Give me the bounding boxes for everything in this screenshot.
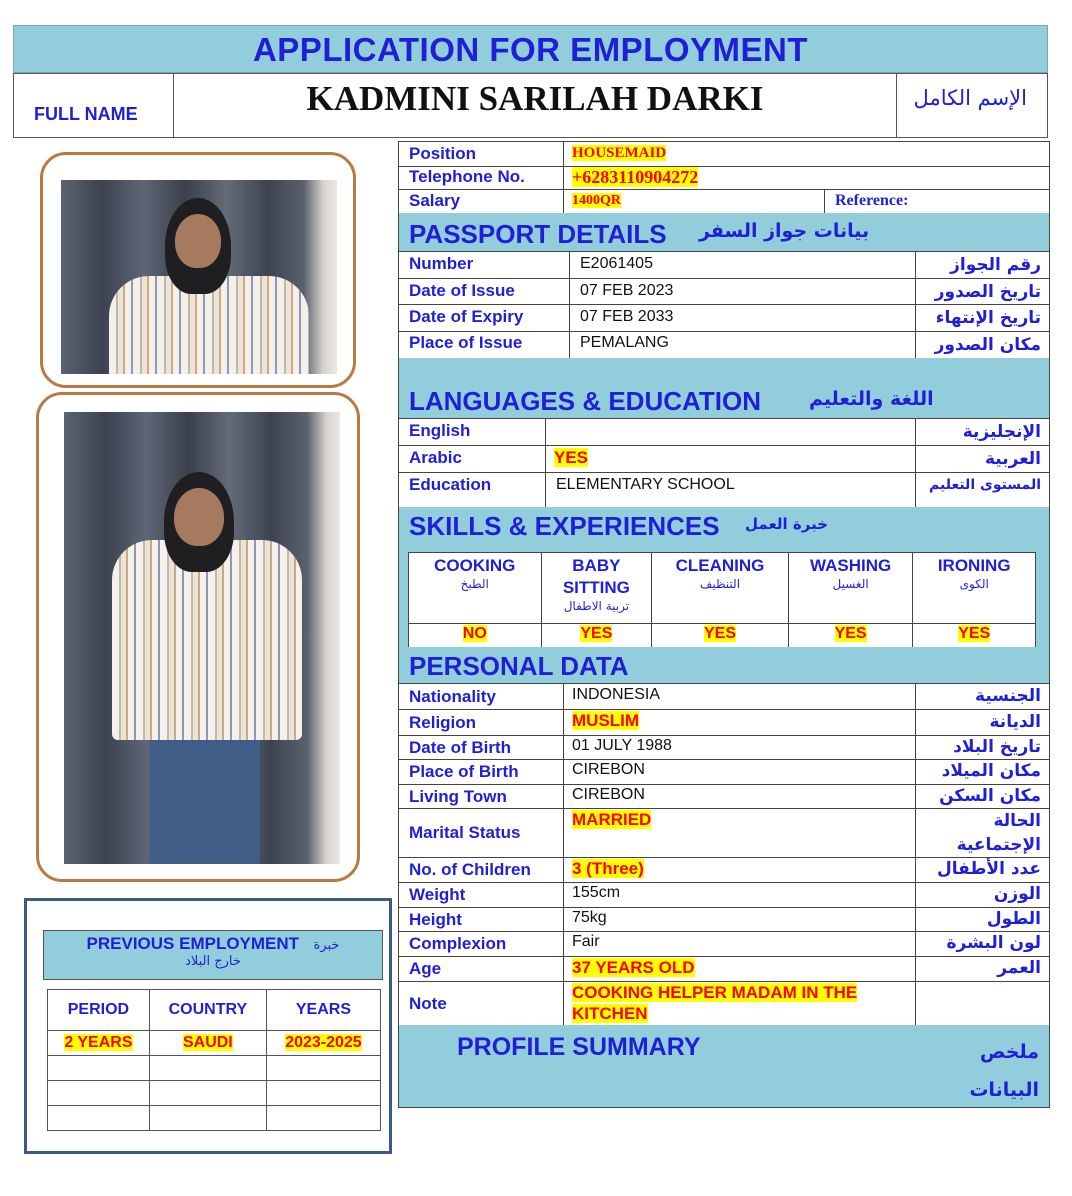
language-row: [398, 445, 1050, 473]
skills-title-ar: خبرة العمل: [745, 515, 829, 533]
previous-employment-box: [24, 898, 392, 1154]
note-label: Note: [409, 994, 447, 1013]
personal-row: [398, 981, 1050, 1026]
personal-section-header: [398, 647, 1050, 684]
previous-employment-title-ar-2: خارج البلاد: [185, 954, 241, 969]
children-label: No. of Children: [409, 860, 531, 879]
children-value-cell: [563, 857, 915, 882]
column-header-years: YEARS: [266, 990, 380, 1031]
passport-row: [398, 251, 1050, 279]
english-label-ar: الإنجليزية: [915, 418, 1049, 445]
marital-status-label-ar: الحالة الإجتماعية: [915, 808, 1049, 857]
skills-value-row: [409, 624, 1036, 648]
table-row-empty: [48, 1106, 381, 1131]
skill-washing-label: WASHING: [809, 556, 892, 575]
height-label: Height: [409, 910, 462, 929]
full-name-row: [13, 73, 1048, 138]
table-row-empty: [48, 1081, 381, 1106]
personal-row: [398, 759, 1050, 785]
passport-expiry-date-value: 07 FEB 2033: [569, 304, 915, 331]
passport-row: [398, 278, 1050, 305]
title-band: [13, 25, 1048, 73]
skill-cleaning-value: YES: [703, 625, 736, 642]
column-header-period: PERIOD: [48, 990, 150, 1031]
passport-issue-date-label-ar: تاريخ الصدور: [915, 278, 1049, 304]
period-value: 2 YEARS: [64, 1034, 133, 1051]
arabic-label: Arabic: [409, 448, 462, 467]
skill-babysitting-header: [541, 553, 652, 624]
passport-expiry-date-label: Date of Expiry: [409, 307, 524, 326]
photo-face: [175, 214, 221, 268]
age-value-cell: [563, 956, 915, 981]
religion-label: Religion: [409, 713, 477, 732]
passport-place-label: Place of Issue: [409, 333, 523, 352]
skill-cooking-value: NO: [462, 625, 487, 642]
passport-number-label-ar: رقم الجواز: [915, 251, 1049, 278]
birth-place-value: CIREBON: [563, 759, 915, 784]
education-label: Education: [409, 475, 492, 494]
note-value-cell: [563, 981, 915, 1025]
passport-number-value: E2061405: [569, 251, 915, 278]
skill-cleaning-label: CLEANING: [675, 556, 765, 575]
reference-label: Reference:: [835, 192, 909, 209]
telephone-label: Telephone No.: [409, 167, 525, 186]
age-label-ar: العمر: [915, 956, 1049, 981]
salary-value-cell: [563, 189, 825, 213]
previous-employment-title: PREVIOUS EMPLOYMENT: [86, 934, 300, 953]
height-label-ar: الطول: [915, 907, 1049, 931]
personal-row: [398, 735, 1050, 760]
arabic-value: YES: [554, 448, 589, 467]
skills-header-row: [409, 553, 1036, 624]
personal-row: [398, 784, 1050, 809]
skills-table: [408, 552, 1036, 648]
full-name-label: FULL NAME: [34, 104, 138, 124]
salary-row: [398, 189, 1050, 214]
passport-section-header: [398, 213, 1050, 252]
salary-label: Salary: [409, 191, 461, 210]
complexion-label-ar: لون البشرة: [915, 931, 1049, 956]
personal-row: [398, 931, 1050, 957]
living-town-label-ar: مكان السكن: [915, 784, 1049, 808]
column-header-country: COUNTRY: [149, 990, 266, 1031]
birth-date-label-ar: تاريخ البلاد: [915, 735, 1049, 759]
nationality-value: INDONESIA: [563, 683, 915, 709]
age-label: Age: [409, 959, 442, 978]
complexion-label: Complexion: [409, 934, 507, 953]
skill-cleaning-value-cell: [652, 624, 789, 648]
position-row: [398, 141, 1050, 167]
period-cell: [48, 1031, 150, 1056]
skill-babysitting-value: YES: [580, 625, 613, 642]
profile-summary-title-ar: ملخص البيانات: [969, 1041, 1039, 1101]
nationality-label-ar: الجنسية: [915, 683, 1049, 709]
skill-ironing-value: YES: [958, 625, 991, 642]
skill-ironing-value-cell: [913, 624, 1036, 648]
country-cell: [149, 1031, 266, 1056]
table-header-row: [48, 990, 381, 1031]
english-value: [545, 418, 915, 445]
skill-cleaning-header: [652, 553, 789, 624]
table-row: [48, 1031, 381, 1056]
telephone-value: +6283110904272: [572, 167, 699, 187]
age-value: 37 YEARS OLD: [572, 958, 695, 977]
full-name-value: KADMINI SARILAH DARKI: [174, 74, 897, 137]
skills-title: SKILLS & EXPERIENCES: [409, 511, 720, 541]
telephone-row: [398, 165, 1050, 190]
skill-ironing-label: IRONING: [937, 556, 1011, 575]
profile-summary-title: PROFILE SUMMARY: [457, 1033, 701, 1061]
skill-cooking-label-ar: الطبخ: [460, 577, 489, 591]
language-row: [398, 418, 1050, 446]
note-value: COOKING HELPER MADAM IN THE KITCHEN: [572, 983, 858, 1023]
religion-value: MUSLIM: [572, 711, 640, 730]
years-value: 2023-2025: [285, 1034, 362, 1051]
arabic-value-cell: [545, 445, 915, 472]
weight-label-ar: الوزن: [915, 882, 1049, 907]
previous-employment-title-ar-1: خبرة: [313, 938, 340, 953]
personal-row: [398, 882, 1050, 908]
full-name-label-ar: الإسم الكامل: [913, 86, 1027, 110]
marital-status-value: MARRIED: [572, 810, 652, 829]
skill-washing-header: [788, 553, 913, 624]
children-value: 3 (Three): [572, 859, 644, 878]
languages-title: LANGUAGES & EDUCATION: [409, 386, 761, 416]
photo-frame-small: [40, 152, 356, 388]
religion-label-ar: الديانة: [915, 709, 1049, 735]
skill-cooking-header: [409, 553, 542, 624]
skill-ironing-label-ar: الكوى: [959, 577, 989, 591]
english-label: English: [409, 421, 471, 440]
height-value: 75kg: [563, 907, 915, 931]
passport-issue-date-value: 07 FEB 2023: [569, 278, 915, 304]
skill-washing-label-ar: الغسيل: [832, 577, 869, 591]
birth-place-label: Place of Birth: [409, 762, 519, 781]
passport-place-value: PEMALANG: [569, 331, 915, 358]
skill-babysitting-label-ar: تربية الاطفال: [563, 599, 630, 613]
education-value: ELEMENTARY SCHOOL: [545, 472, 915, 507]
skill-babysitting-label-1: BABY: [572, 556, 621, 575]
table-row-empty: [48, 1056, 381, 1081]
marital-status-label: Marital Status: [409, 823, 521, 842]
country-value: SAUDI: [182, 1034, 233, 1051]
note-label-ar: [915, 981, 1049, 1025]
passport-number-label: Number: [409, 254, 474, 273]
position-label: Position: [409, 144, 477, 163]
passport-title: PASSPORT DETAILS: [409, 219, 667, 249]
skill-cooking-label: COOKING: [434, 556, 516, 575]
personal-row: [398, 808, 1050, 858]
education-row: [398, 472, 1050, 508]
personal-row: [398, 683, 1050, 710]
passport-issue-date-label: Date of Issue: [409, 281, 515, 300]
years-cell: [266, 1031, 380, 1056]
languages-section-header: [398, 358, 1050, 419]
complexion-value: Fair: [563, 931, 915, 956]
photo-frame-large: [36, 392, 360, 882]
skill-babysitting-value-cell: [541, 624, 652, 648]
skill-cleaning-label-ar: التنظيف: [699, 577, 741, 591]
marital-status-value-cell: [563, 808, 915, 857]
passport-expiry-date-label-ar: تاريخ الإنتهاء: [915, 304, 1049, 331]
nationality-label: Nationality: [409, 687, 496, 706]
passport-place-label-ar: مكان الصدور: [915, 331, 1049, 358]
page-title: APPLICATION FOR EMPLOYMENT: [252, 31, 809, 68]
passport-row: [398, 331, 1050, 359]
arabic-label-ar: العربية: [915, 445, 1049, 472]
religion-value-cell: [563, 709, 915, 735]
profile-summary-section: [398, 1025, 1050, 1108]
skill-ironing-header: [913, 553, 1036, 624]
weight-value: 155cm: [563, 882, 915, 907]
birth-date-label: Date of Birth: [409, 738, 511, 757]
skill-cooking-value-cell: [409, 624, 542, 648]
photo-face: [174, 488, 224, 546]
previous-employment-header: [43, 930, 383, 980]
living-town-value: CIREBON: [563, 784, 915, 808]
headshot-photo: [61, 180, 337, 374]
position-value: HOUSEMAID: [572, 145, 667, 161]
personal-row: [398, 857, 1050, 883]
birth-date-value: 01 JULY 1988: [563, 735, 915, 759]
telephone-value-cell: [563, 165, 1049, 189]
birth-place-label-ar: مكان الميلاد: [915, 759, 1049, 784]
salary-value: 1400QR: [572, 193, 621, 208]
passport-row: [398, 304, 1050, 332]
previous-employment-table: [47, 989, 381, 1131]
full-name-label-cell: [14, 74, 174, 137]
living-town-label: Living Town: [409, 787, 507, 806]
children-label-ar: عدد الأطفال: [915, 857, 1049, 882]
personal-row: [398, 956, 1050, 982]
personal-title: PERSONAL DATA: [409, 651, 629, 681]
skill-washing-value: YES: [834, 625, 867, 642]
weight-label: Weight: [409, 885, 466, 904]
skill-washing-value-cell: [788, 624, 913, 648]
skill-babysitting-label-2: SITTING: [562, 578, 630, 597]
personal-row: [398, 709, 1050, 736]
position-value-cell: [563, 142, 1049, 166]
passport-title-ar: بيانات جواز السفر: [699, 220, 870, 242]
personal-row: [398, 907, 1050, 932]
education-label-ar: المستوى التعليم: [915, 472, 1049, 507]
languages-title-ar: اللغة والتعليم: [809, 388, 934, 410]
full-body-photo: [64, 412, 340, 864]
